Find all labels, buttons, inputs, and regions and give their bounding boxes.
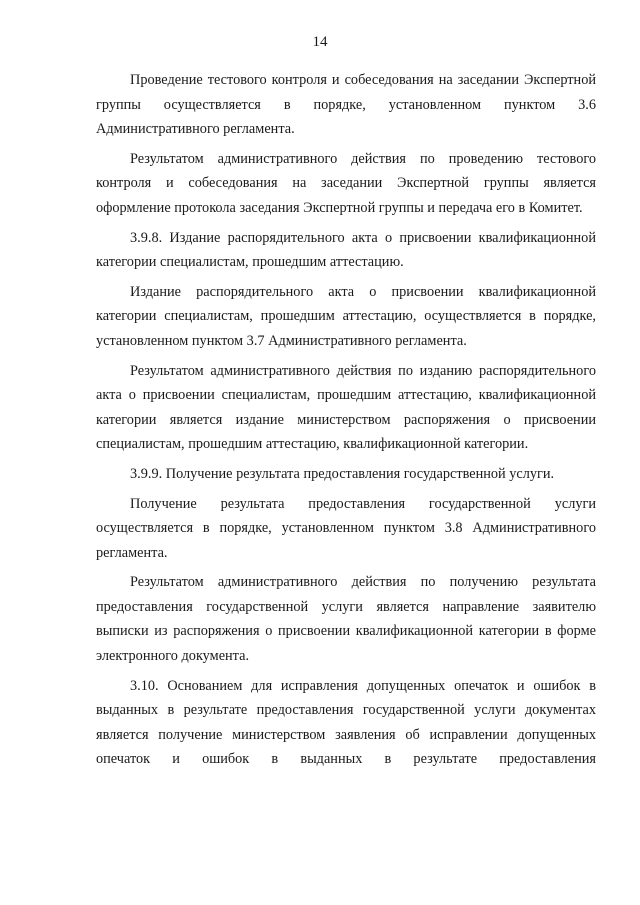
page-number: 14 [312, 34, 328, 50]
section-3-10-paragraph: 3.10. Основанием для исправления допущенных опечаток и ошибок в выданных в результате предоставления государственной услуги документах является получение министерством заявления об исправлении допущенных опечаток и ошибок в выданных в результате предоставления [96, 677, 596, 768]
paragraph-act-procedure: Издание распорядительного акта о присвоении квалификационной категории специалистам, прошедшим аттестацию, осуществляется в порядке, установленном пунктом 3.7 Административного регламента. [96, 283, 596, 349]
section-heading-3-9-9: 3.9.9. Получение результата предоставления государственной услуги. [130, 465, 555, 482]
document-body [96, 68, 596, 777]
section-heading-3-9-8: 3.9.8. Издание распорядительного акта о присвоении квалификационной категории специалистам, прошедшим аттестацию. [96, 229, 596, 271]
paragraph-testing-result: Результатом административного действия по проведению тестового контроля и собеседования на заседании Экспертной группы является оформление протокола заседания Экспертной группы и передача его в Комитет. [96, 150, 596, 216]
paragraph-testing-procedure: Проведение тестового контроля и собеседования на заседании Экспертной группы осуществляется в порядке, установленном пунктом 3.6 Административного регламента. [96, 72, 596, 138]
paragraph-receipt-procedure: Получение результата предоставления государственной услуги осуществляется в порядке, установленном пунктом 3.8 Административного регламента. [96, 495, 596, 561]
paragraph-receipt-result: Результатом административного действия по получению результата предоставления государственной услуги является направление заявителю выписки из распоряжения о присвоении квалификационной категории в форме электронного документа. [96, 574, 596, 665]
paragraph-act-result: Результатом административного действия по изданию распорядительного акта о присвоении специалистам, прошедшим аттестацию, квалификационной категории является издание министерством распоряжения о присвоении специалистам, прошедшим аттестацию, квалификационной категории. [96, 362, 596, 453]
